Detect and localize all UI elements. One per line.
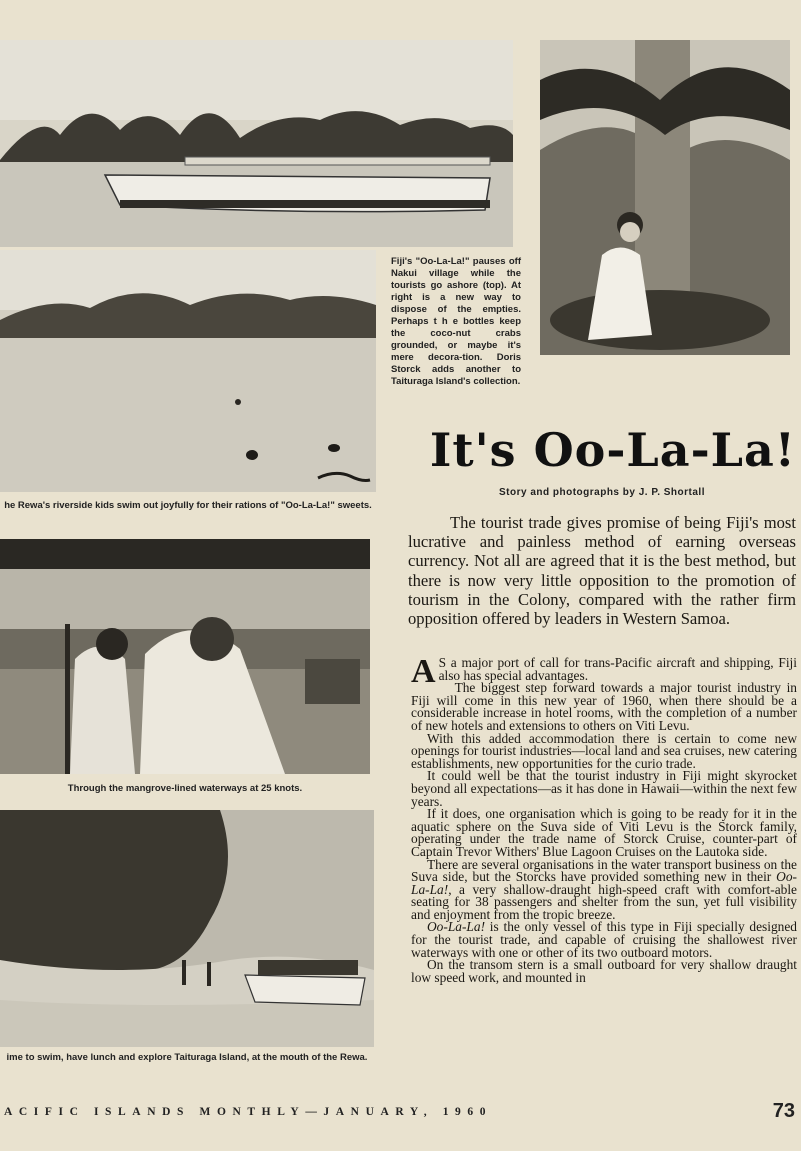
article-paragraph: On the transom stern is a small outboard for very shallow draught low speed work, and mounted in bbox=[411, 957, 797, 985]
article-byline: Story and photographs by J. P. Shortall bbox=[498, 487, 705, 498]
article-paragraph: It could well be that the tourist industry in Fiji might skyrocket beyond all expectations—as it has done in Hawaii—within the next few years. bbox=[411, 768, 797, 809]
publication-line: ACIFIC ISLANDS MONTHLY—JANUARY, 1960 bbox=[4, 1106, 493, 1118]
article-paragraph: With this added accommodation there is certain to come new openings for tourist industries—local land and sea cruises, new catering establishments, new opportunities for the curio trade. bbox=[411, 730, 797, 771]
caption-island: ime to swim, have lunch and explore Taituraga Island, at the mouth of the Rewa. bbox=[6, 1052, 368, 1063]
article-paragraph: There are several organisations in the water transport business on the Suva side, but the Storcks have provided something new in their Oo-La-La!, a very shallow-draught high-speed craft with comfort-able seating for 38 passengers and shelter from the sun, yet full visibility and enjoyment from the tropic breeze. bbox=[411, 856, 797, 922]
caption-passengers: Through the mangrove-lined waterways at 25 knots. bbox=[67, 783, 303, 794]
page-footer bbox=[0, 1100, 801, 1130]
article-paragraph: Oo-La-La! is the only vessel of this type in Fiji specially designed for the tourist trade, and capable of cruising the shallowest river waterways with one or other of its two outboard motors. bbox=[411, 919, 797, 960]
article-paragraph: If it does, one organisation which is going to be ready for it in the aquatic sphere on the Suva side of Viti Levu is the Storck family, operating under the trade name of Storck Cruise, counter-part of Captain Trevor Withers' Blue Lagoon Cruises on the Lautoka side. bbox=[411, 806, 797, 859]
article-intro: The tourist trade gives promise of being Fiji's most lucrative and painless method of earning overseas currency. Not all are agreed that it is the best method, but there is now very little opposition to the promotion of tourism in the Colony, compared with the rather firm opposition offered by leaders in Western Samoa. bbox=[408, 513, 796, 629]
caption-swimming-kids: he Rewa's riverside kids swim out joyfully for their rations of "Oo-La-La!" sweets. bbox=[4, 500, 372, 511]
caption-boat-off-village: Fiji's "Oo-La-La!" pauses off Nakui village while the tourists go ashore (top). At right is a new way to dispose of the empties. Perhaps t h e bottles keep the coco-nut crabs grounded, or maybe it's mere decora-tion. Doris Storck adds another to Taituraga Island's collection. bbox=[391, 256, 521, 387]
page-number: 73 bbox=[772, 1100, 795, 1122]
article-body bbox=[411, 653, 797, 985]
photo-swimming-kids bbox=[0, 250, 376, 492]
article-paragraph: A S a major port of call for trans-Pacific aircraft and shipping, Fiji also has special advantages. bbox=[411, 653, 797, 690]
article-paragraph: The biggest step forward towards a major tourist industry in Fiji will come in this new year of 1960, when there should be a considerable increase in hotel rooms, with the completion of a number of new hotels and extensions to others on Viti Levu. bbox=[411, 680, 797, 733]
article-headline: It's Oo-La-La! bbox=[429, 423, 796, 477]
photo-woman-palm bbox=[540, 40, 790, 355]
drop-cap: A bbox=[411, 653, 436, 690]
photo-boat-off-village bbox=[0, 40, 513, 247]
photo-island bbox=[0, 810, 374, 1047]
photo-passengers bbox=[0, 539, 370, 774]
